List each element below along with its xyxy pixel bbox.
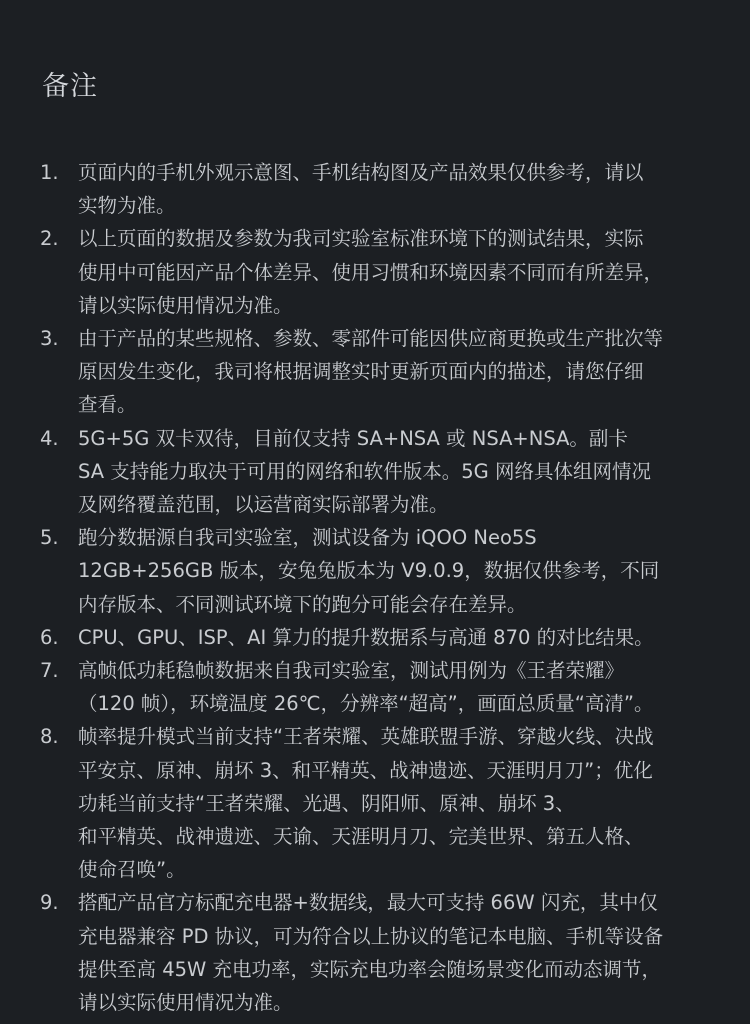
note-number: 8.: [40, 725, 59, 749]
note-line: 查看。: [78, 393, 137, 417]
note-line: 12GB+256GB 版本，安兔兔版本为 V9.0.9，数据仅供参考，不同: [78, 559, 660, 583]
note-item: [40, 222, 712, 322]
note-text: [78, 720, 712, 886]
note-line: CPU、GPU、ISP、AI 算力的提升数据系与高通 870 的对比结果。: [78, 625, 654, 649]
note-number: 2.: [40, 227, 59, 251]
note-number: 9.: [40, 891, 59, 915]
note-line: 以上页面的数据及参数为我司实验室标准环境下的测试结果，实际: [78, 227, 644, 251]
note-item: [40, 654, 712, 720]
note-line: （120 帧），环境温度 26℃，分辨率“超高”，画面总质量“高清”。: [78, 692, 654, 716]
note-line: 使用中可能因产品个体差异、使用习惯和环境因素不同而有所差异，: [78, 260, 664, 284]
note-text: [78, 886, 712, 1019]
note-item: [40, 886, 712, 1019]
note-number: 7.: [40, 659, 59, 683]
note-text: [78, 521, 712, 621]
note-line: 请以实际使用情况为准。: [78, 991, 293, 1015]
note-line: 充电器兼容 PD 协议，可为符合以上协议的笔记本电脑、手机等设备: [78, 924, 664, 948]
note-line: 搭配产品官方标配充电器+数据线，最大可支持 66W 闪充，其中仅: [78, 891, 658, 915]
note-line: 原因发生变化，我司将根据调整实时更新页面内的描述，请您仔细: [78, 360, 644, 384]
note-item: [40, 156, 712, 222]
note-line: 使命召唤”。: [78, 858, 186, 882]
note-line: 5G+5G 双卡双待，目前仅支持 SA+NSA 或 NSA+NSA。副卡: [78, 426, 628, 450]
note-line: 平安京、原神、崩坏 3、和平精英、战神遗迹、天涯明月刀”；优化: [78, 758, 653, 782]
note-line: 请以实际使用情况为准。: [78, 293, 293, 317]
note-line: 提供至高 45W 充电功率，实际充电功率会随场景变化而动态调节，: [78, 957, 661, 981]
note-text: [78, 422, 712, 522]
note-line: 页面内的手机外观示意图、手机结构图及产品效果仅供参考，请以: [78, 161, 644, 184]
note-item: [40, 621, 712, 654]
notes-list: [40, 156, 712, 1019]
note-item: [40, 521, 712, 621]
note-text: [78, 322, 712, 422]
note-number: 3.: [40, 327, 59, 351]
note-number: 1.: [40, 161, 59, 184]
note-number: 6.: [40, 625, 59, 649]
note-item: [40, 422, 712, 522]
note-line: 及网络覆盖范围，以运营商实际部署为准。: [78, 493, 449, 517]
note-item: [40, 720, 712, 886]
note-text: [78, 156, 712, 222]
note-text: [78, 654, 712, 720]
note-line: SA 支持能力取决于可用的网络和软件版本。5G 网络具体组网情况: [78, 459, 651, 483]
note-line: 高帧低功耗稳帧数据来自我司实验室，测试用例为《王者荣耀》: [78, 659, 625, 683]
note-line: 实物为准。: [78, 194, 176, 218]
page-title: 备注: [42, 71, 98, 102]
note-line: 帧率提升模式当前支持“王者荣耀、英雄联盟手游、穿越火线、决战: [78, 725, 654, 749]
note-number: 4.: [40, 426, 59, 450]
note-line: 和平精英、战神遗迹、天谕、天涯明月刀、完美世界、第五人格、: [78, 825, 644, 849]
note-text: [78, 222, 712, 322]
note-number: 5.: [40, 526, 59, 550]
note-text: [78, 621, 712, 654]
note-line: 功耗当前支持“王者荣耀、光遇、阴阳师、原神、崩坏 3、: [78, 791, 575, 815]
note-line: 内存版本、不同测试环境下的跑分可能会存在差异。: [78, 592, 527, 616]
note-line: 由于产品的某些规格、参数、零部件可能因供应商更换或生产批次等: [78, 327, 664, 351]
note-line: 跑分数据源自我司实验室，测试设备为 iQOO Neo5S: [78, 526, 537, 550]
note-item: [40, 322, 712, 422]
